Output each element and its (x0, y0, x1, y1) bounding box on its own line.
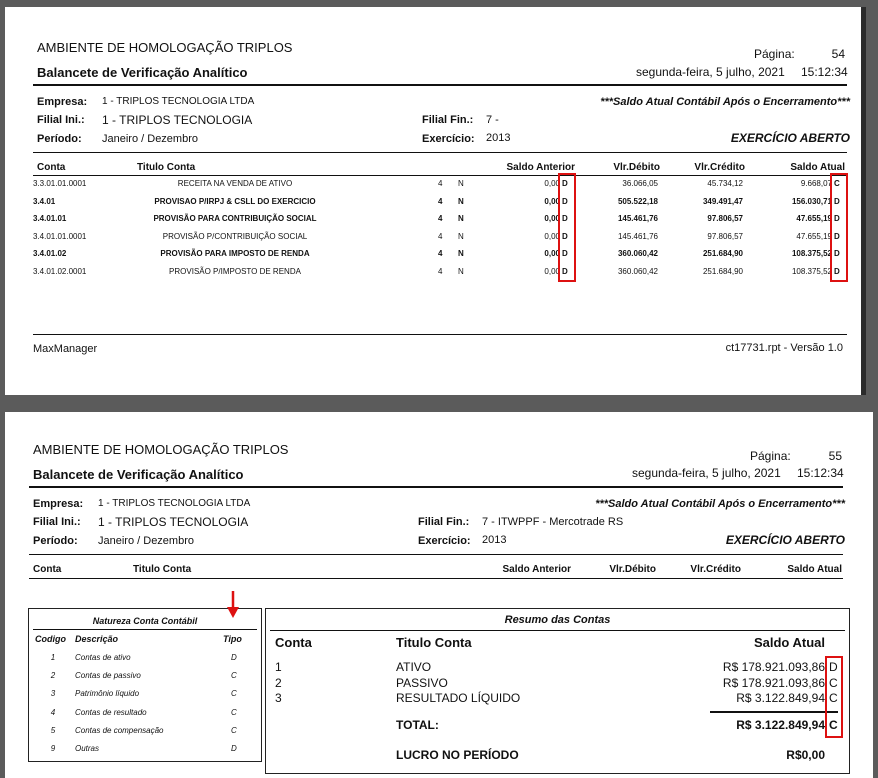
col-titulo: Titulo Conta (137, 162, 196, 173)
resumo-saldo: R$ 178.921.093,86 (722, 675, 825, 690)
row-nivel: 4 (438, 249, 443, 258)
page-label: Página: (754, 47, 795, 61)
row-credito: 251.684,90 (702, 249, 743, 258)
row-conta: 3.4.01.01 (33, 214, 67, 223)
periodo-value: Janeiro / Dezembro (102, 133, 198, 145)
col-conta: Conta (33, 564, 62, 575)
row-saldo-atual-dc: D (834, 266, 840, 276)
natureza-tipo: C (231, 671, 237, 681)
total-value: R$ 3.122.849,94 (736, 718, 825, 732)
row-flag: N (458, 266, 464, 276)
report-page-54 (5, 7, 866, 395)
col-credito: Vlr.Crédito (690, 564, 741, 575)
row-debito: 360.060,42 (617, 249, 658, 258)
page-number: 55 (828, 449, 842, 463)
filial-ini-value: 1 - TRIPLOS TECNOLOGIA (98, 515, 249, 529)
empresa-value: 1 - TRIPLOS TECNOLOGIA LTDA (102, 96, 255, 107)
divider (33, 334, 847, 335)
row-nivel: 4 (438, 231, 443, 241)
row-debito: 505.522,18 (617, 196, 658, 206)
natureza-tipo: D (231, 744, 237, 753)
row-debito: 360.060,42 (617, 266, 658, 276)
report-date: segunda-feira, 5 julho, 2021 (636, 65, 785, 79)
row-saldo-atual: 108.375,52 (791, 249, 832, 258)
report-page-55 (5, 412, 873, 778)
col-saldo-anterior: Saldo Anterior (502, 564, 571, 575)
row-saldo-atual: 47.655,19 (796, 231, 832, 241)
filial-ini-value: 1 - TRIPLOS TECNOLOGIA (102, 113, 253, 127)
row-saldo-atual: 9.668,07 (800, 179, 832, 188)
row-saldo-atual-dc: D (834, 214, 840, 223)
exercicio-value: 2013 (482, 534, 507, 546)
page-label: Página: (750, 449, 791, 463)
divider (33, 175, 847, 176)
divider (270, 630, 845, 631)
resumo-title: Resumo das Contas (504, 614, 611, 626)
row-saldo-anterior-dc: D (562, 266, 568, 276)
natureza-col-tipo: Tipo (223, 634, 242, 644)
exercicio-value: 2013 (486, 132, 511, 144)
row-saldo-atual: 47.655,19 (796, 214, 832, 223)
resumo-dc: C (829, 675, 838, 690)
resumo-conta: 2 (275, 675, 282, 690)
resumo-col-saldo: Saldo Atual (753, 635, 825, 650)
filial-ini-label: Filial Ini.: (37, 114, 85, 126)
row-saldo-atual: 108.375,52 (791, 266, 832, 276)
row-saldo-anterior-dc: D (562, 231, 568, 241)
saldo-note: ***Saldo Atual Contábil Após o Encerramento*** (600, 96, 850, 108)
resumo-dc: C (829, 691, 838, 705)
row-credito: 349.491,47 (702, 196, 743, 206)
empresa-value: 1 - TRIPLOS TECNOLOGIA LTDA (98, 498, 251, 509)
filial-ini-label: Filial Ini.: (33, 516, 81, 528)
natureza-codigo: 2 (50, 671, 56, 681)
row-debito: 145.461,76 (617, 214, 658, 223)
filial-fin-value: 7 - (486, 114, 499, 126)
lucro-label: LUCRO NO PERÍODO (396, 748, 519, 762)
col-saldo-atual: Saldo Atual (787, 564, 842, 575)
divider (29, 554, 843, 555)
col-debito: Vlr.Débito (613, 162, 660, 173)
saldo-atual-dc-highlight (830, 173, 848, 282)
row-saldo-atual-dc: D (834, 196, 840, 206)
empresa-label: Empresa: (37, 96, 88, 108)
row-conta: 3.4.01 (33, 196, 56, 206)
divider (33, 84, 847, 86)
natureza-codigo: 1 (50, 653, 56, 662)
lucro-value: R$0,00 (786, 748, 825, 762)
resumo-titulo: RESULTADO LÍQUIDO (396, 691, 521, 705)
resumo-conta: 3 (275, 691, 282, 705)
periodo-label: Período: (33, 535, 78, 547)
row-conta: 3.4.01.01.0001 (33, 231, 87, 241)
row-credito: 97.806,57 (707, 231, 743, 241)
row-saldo-atual: 156.030,71 (791, 196, 832, 206)
row-credito: 45.734,12 (707, 179, 743, 188)
natureza-codigo: 5 (50, 725, 56, 735)
row-saldo-anterior-dc: D (562, 249, 568, 258)
footer-app-name: MaxManager (33, 343, 98, 355)
filial-fin-label: Filial Fin.: (422, 114, 474, 126)
row-saldo-anterior: 0,00 (544, 266, 560, 276)
row-credito: 251.684,90 (702, 266, 743, 276)
divider (33, 152, 847, 153)
periodo-value: Janeiro / Dezembro (98, 535, 194, 547)
total-dc: C (829, 718, 838, 732)
row-saldo-anterior: 0,00 (544, 196, 560, 206)
resumo-saldo: R$ 178.921.093,86 (722, 660, 825, 674)
total-rule (710, 711, 838, 713)
natureza-tipo: C (231, 725, 237, 735)
row-saldo-atual-dc: D (834, 249, 840, 258)
natureza-descricao: Contas de compensação (75, 725, 164, 735)
natureza-col-descricao: Descrição (75, 634, 119, 644)
resumo-titulo: PASSIVO (396, 675, 448, 690)
row-saldo-atual-dc: C (834, 179, 840, 188)
row-saldo-anterior-dc: D (562, 196, 568, 206)
saldo-note: ***Saldo Atual Contábil Após o Encerramento*** (595, 498, 845, 510)
row-titulo: PROVISÃO P/IMPOSTO DE RENDA (169, 266, 301, 276)
empresa-label: Empresa: (33, 498, 84, 510)
row-conta: 3.3.01.01.0001 (33, 179, 87, 188)
red-arrow-icon (225, 590, 241, 620)
row-conta: 3.4.01.02.0001 (33, 266, 87, 276)
exercicio-label: Exercício: (422, 133, 475, 145)
resumo-dc-highlight (825, 656, 843, 738)
report-time: 15:12:34 (801, 65, 848, 79)
row-flag: N (458, 249, 464, 258)
total-label: TOTAL: (396, 718, 439, 732)
row-nivel: 4 (438, 214, 443, 223)
resumo-conta: 1 (275, 660, 282, 674)
row-flag: N (458, 231, 464, 241)
row-saldo-anterior-dc: D (562, 179, 568, 188)
filial-fin-value: 7 - ITWPPF - Mercotrade RS (482, 516, 624, 528)
row-titulo: PROVISÃO PARA CONTRIBUIÇÃO SOCIAL (153, 214, 317, 223)
row-saldo-anterior: 0,00 (544, 249, 560, 258)
col-saldo-anterior: Saldo Anterior (506, 162, 575, 173)
resumo-col-titulo: Titulo Conta (396, 635, 472, 650)
periodo-label: Período: (37, 133, 82, 145)
row-flag: N (458, 179, 464, 188)
report-time: 15:12:34 (797, 466, 844, 480)
row-saldo-anterior-dc: D (562, 214, 568, 223)
natureza-descricao: Patrimônio líquido (75, 689, 140, 699)
resumo-col-conta: Conta (275, 635, 312, 650)
row-debito: 145.461,76 (617, 231, 658, 241)
exercicio-status: EXERCÍCIO ABERTO (730, 131, 850, 145)
filial-fin-label: Filial Fin.: (418, 516, 470, 528)
report-date: segunda-feira, 5 julho, 2021 (632, 466, 781, 480)
natureza-tipo: C (231, 689, 237, 699)
natureza-conta-box (28, 608, 262, 762)
row-nivel: 4 (438, 196, 443, 206)
row-debito: 36.066,05 (622, 179, 658, 188)
row-flag: N (458, 196, 464, 206)
col-saldo-atual: Saldo Atual (790, 162, 845, 173)
row-titulo: PROVISAO P/IRPJ & CSLL DO EXERCICIO (154, 196, 316, 206)
page-number: 54 (831, 47, 845, 61)
row-saldo-atual-dc: D (834, 231, 840, 241)
natureza-col-codigo: Codigo (35, 634, 66, 644)
natureza-codigo: 4 (50, 707, 56, 717)
report-title: Balancete de Verificação Analítico (37, 65, 248, 80)
row-titulo: RECEITA NA VENDA DE ATIVO (177, 179, 293, 188)
natureza-codigo: 9 (50, 744, 56, 753)
natureza-title: Natureza Conta Contábil (92, 616, 198, 626)
col-titulo: Titulo Conta (133, 564, 192, 575)
natureza-descricao: Outras (75, 744, 100, 753)
resumo-dc: D (829, 660, 838, 674)
divider (29, 486, 843, 488)
row-nivel: 4 (438, 266, 443, 276)
report-title: Balancete de Verificação Analítico (33, 467, 244, 482)
exercicio-label: Exercício: (418, 535, 471, 547)
resumo-titulo: ATIVO (396, 660, 432, 674)
natureza-descricao: Contas de passivo (75, 671, 141, 681)
natureza-tipo: D (231, 653, 237, 662)
row-nivel: 4 (438, 179, 443, 188)
exercicio-status: EXERCÍCIO ABERTO (725, 533, 845, 547)
saldo-anterior-dc-highlight (558, 173, 576, 282)
natureza-codigo: 3 (50, 689, 56, 699)
col-debito: Vlr.Débito (609, 564, 656, 575)
row-saldo-anterior: 0,00 (544, 214, 560, 223)
environment-title: AMBIENTE DE HOMOLOGAÇÃO TRIPLOS (37, 40, 293, 55)
row-credito: 97.806,57 (707, 214, 743, 223)
col-conta: Conta (37, 162, 66, 173)
resumo-saldo: R$ 3.122.849,94 (736, 691, 825, 705)
row-flag: N (458, 214, 464, 223)
divider (29, 578, 843, 579)
row-saldo-anterior: 0,00 (544, 231, 560, 241)
divider (33, 629, 257, 630)
row-conta: 3.4.01.02 (33, 249, 67, 258)
natureza-descricao: Contas de resultado (75, 707, 147, 717)
natureza-tipo: C (231, 707, 237, 717)
row-titulo: PROVISÃO PARA IMPOSTO DE RENDA (160, 249, 310, 258)
col-credito: Vlr.Crédito (694, 162, 745, 173)
row-saldo-anterior: 0,00 (544, 179, 560, 188)
footer-report-version: ct17731.rpt - Versão 1.0 (725, 342, 843, 354)
natureza-descricao: Contas de ativo (75, 653, 131, 662)
environment-title: AMBIENTE DE HOMOLOGAÇÃO TRIPLOS (33, 442, 289, 457)
row-titulo: PROVISÃO P/CONTRIBUIÇÃO SOCIAL (162, 231, 308, 241)
